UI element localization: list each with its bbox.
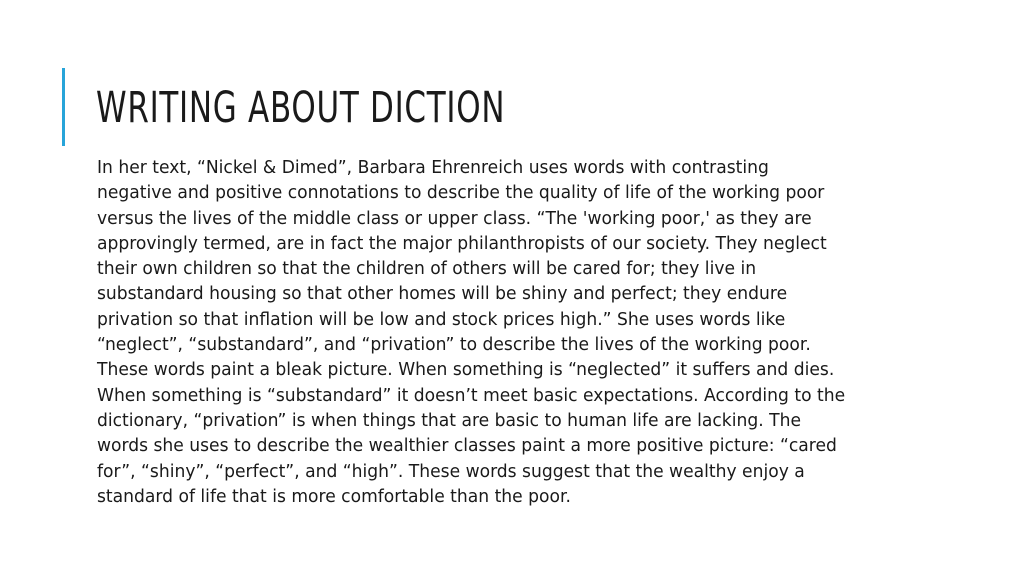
body-line: These words paint a bleak picture. When something is “neglected” it suffers and dies. <box>97 359 835 381</box>
body-paragraph <box>97 155 878 509</box>
body-line: When something is “substandard” it doesn’t meet basic expectations. According to the <box>97 384 846 406</box>
body-line: negative and positive connotations to describe the quality of life of the working poor <box>97 182 825 204</box>
body-line: privation so that inflation will be low and stock prices high.” She uses words like <box>97 308 786 330</box>
body-line: dictionary, “privation” is when things that are basic to human life are lacking. The <box>97 409 801 431</box>
title-accent-bar <box>62 68 65 146</box>
body-line: approvingly termed, are in fact the major philanthropists of our society. They neglect <box>97 232 827 254</box>
body-line: versus the lives of the middle class or upper class. “The 'working poor,' as they are <box>97 207 812 229</box>
body-line: substandard housing so that other homes will be shiny and perfect; they endure <box>97 283 788 305</box>
body-line: for”, “shiny”, “perfect”, and “high”. These words suggest that the wealthy enjoy a <box>97 460 805 482</box>
body-line: standard of life that is more comfortable than the poor. <box>97 485 571 507</box>
body-line: “neglect”, “substandard”, and “privation” to describe the lives of the working poor. <box>97 334 811 356</box>
body-line: words she uses to describe the wealthier classes paint a more positive picture: “cared <box>97 435 837 457</box>
body-line: their own children so that the children of others will be cared for; they live in <box>97 258 757 280</box>
body-line: In her text, “Nickel & Dimed”, Barbara Ehrenreich uses words with contrasting <box>97 157 769 178</box>
slide-title: WRITING ABOUT DICTION <box>96 83 506 133</box>
